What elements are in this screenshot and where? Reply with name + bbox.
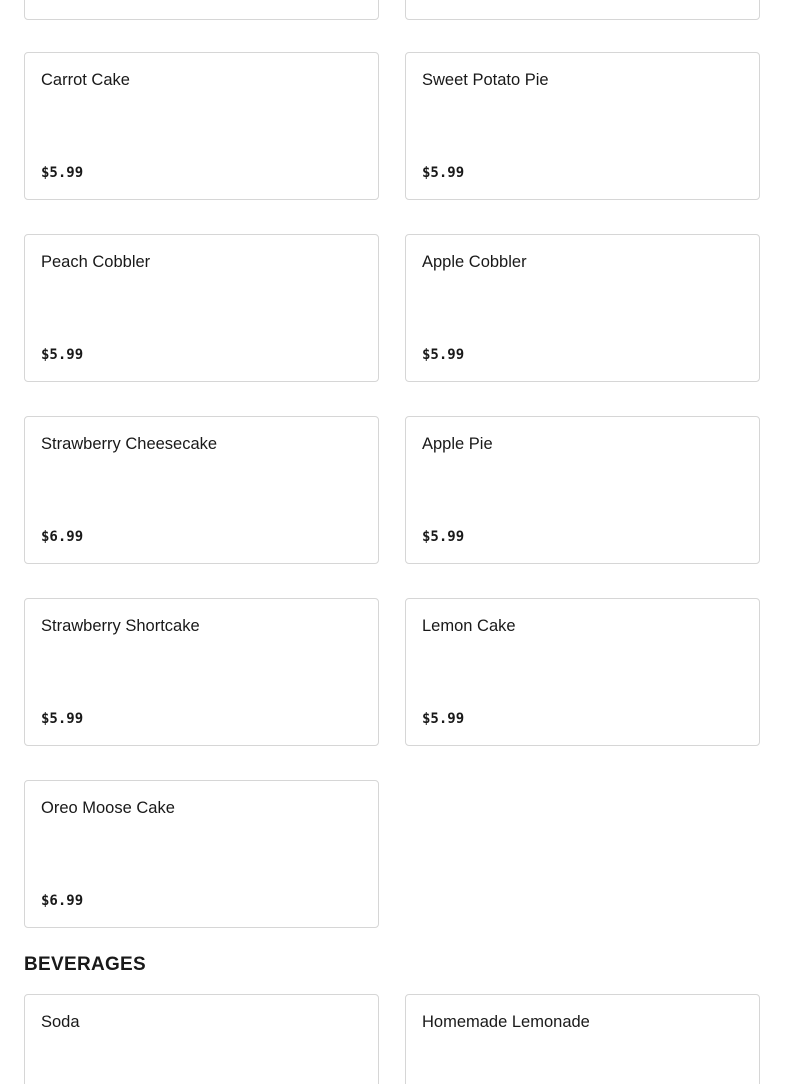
menu-item-card[interactable]: [405, 0, 760, 20]
menu-item-card[interactable]: [24, 416, 379, 564]
menu-item-price: $6.99: [41, 893, 84, 909]
menu-item-name: Strawberry Cheesecake: [41, 435, 218, 453]
menu-item-name: Soda: [41, 1013, 80, 1031]
menu-item-name: Carrot Cake: [41, 71, 130, 89]
menu-item-card[interactable]: [24, 234, 379, 382]
menu-item-card[interactable]: [405, 234, 760, 382]
menu-item-price: $6.99: [41, 529, 84, 545]
menu-item-name: Apple Cobbler: [422, 253, 527, 271]
menu-item-name: Lemon Cake: [422, 617, 516, 635]
menu-item-card[interactable]: [24, 52, 379, 200]
menu-item-name: Apple Pie: [422, 435, 493, 453]
menu-item-card[interactable]: [24, 994, 379, 1084]
menu-item-card[interactable]: [405, 416, 760, 564]
menu-item-card[interactable]: [24, 0, 379, 20]
menu-item-price: $5.99: [422, 165, 465, 181]
menu-item-name: Peach Cobbler: [41, 253, 151, 271]
menu-item-price: $5.99: [41, 711, 84, 727]
menu-item-price: $5.99: [422, 347, 465, 363]
menu-item-card[interactable]: [405, 994, 760, 1084]
menu-item-name: Oreo Moose Cake: [41, 799, 175, 817]
section-title-beverages: BEVERAGES: [24, 954, 147, 975]
menu-item-card[interactable]: [405, 52, 760, 200]
menu-item-price: $5.99: [41, 165, 84, 181]
menu-item-card[interactable]: [405, 598, 760, 746]
menu-item-name: Homemade Lemonade: [422, 1013, 590, 1031]
menu-item-price: $5.99: [41, 347, 84, 363]
menu-item-name: Sweet Potato Pie: [422, 71, 549, 89]
menu-item-card[interactable]: [24, 780, 379, 928]
menu-item-price: $5.99: [422, 529, 465, 545]
menu-item-name: Strawberry Shortcake: [41, 617, 200, 635]
menu-item-card[interactable]: [24, 598, 379, 746]
menu-item-price: $5.99: [422, 711, 465, 727]
